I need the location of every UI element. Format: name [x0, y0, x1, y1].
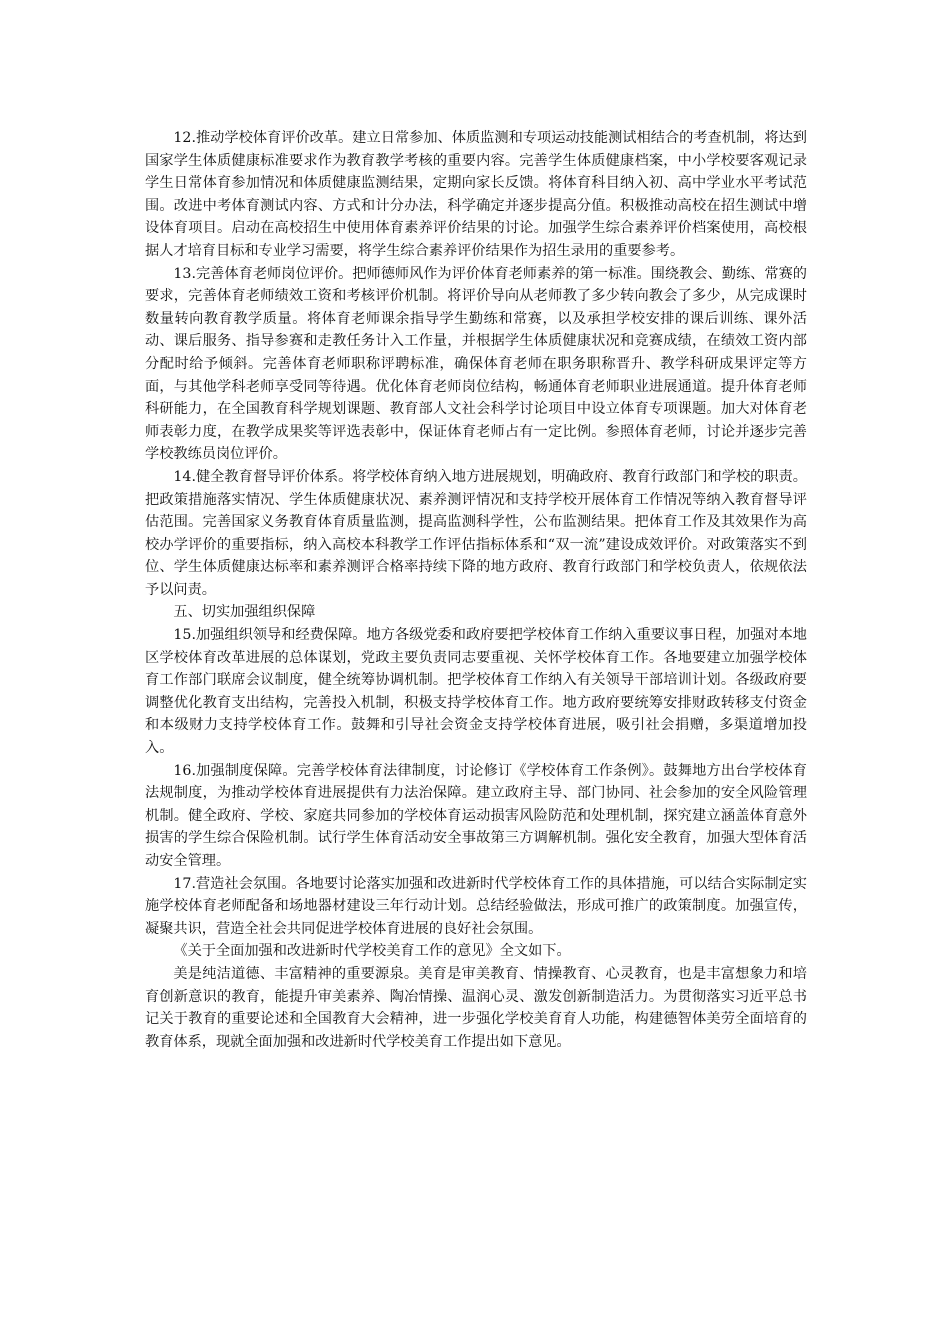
- paragraph-14-education-supervision: 14.健全教育督导评价体系。将学校体育纳入地方进展规划，明确政府、教育行政部门和学校的职责。把政策措施落实情况、学生体质健康状况、素养测评情况和支持学校开展体育工作情况等纳入教育督导评估范围。完善国家义务教育体育质量监测，提高监测科学性，公布监测结果。把体育工作及其效果作为高校办学评价的重要指标，纳入高校本科教学工作评估指标体系和“双一流”建设成效评价。对政策落实不到位、学生体质健康达标率和素养测评合格率持续下降的地方政府、教育行政部门和学校负责人，依规依法予以问责。: [145, 468, 807, 598]
- paragraph-aesthetic-education-intro: 《关于全面加强和改进新时代学校美育工作的意见》全文如下。: [173, 943, 571, 960]
- document-body: [145, 127, 807, 1053]
- paragraph-13-teacher-evaluation: 13.完善体育老师岗位评价。把师德师风作为评价体育老师素养的第一标准。围绕教会、勤练、常赛的要求，完善体育老师绩效工资和考核评价机制。将评价导向从老师教了多少转向教会了多少，从完成课时数量转向教育教学质量。将体育老师课余指导学生勤练和常赛，以及承担学校安排的课后训练、课外活动、课后服务、指导参赛和走教任务计入工作量，并根据学生体质健康状况和竞赛成绩，在绩效工资内部分配时给予倾斜。完善体育老师职称评聘标准，确保体育老师在职务职称晋升、教学科研成果评定等方面，与其他学科老师享受同等待遇。优化体育老师岗位结构，畅通体育老师职业进展通道。提升体育老师科研能力，在全国教育科学规划课题、教育部人文社会科学讨论项目中设立体育专项课题。加大对体育老师表彰力度，在教学成果奖等评选表彰中，保证体育老师占有一定比例。参照体育老师，讨论并逐步完善学校教练员岗位评价。: [145, 265, 807, 463]
- section-heading-organization-guarantee: 五、切实加强组织保障: [173, 604, 316, 621]
- paragraph-12-sports-evaluation-reform: 12.推动学校体育评价改革。建立日常参加、体质监测和专项运动技能测试相结合的考查机制，将达到国家学生体质健康标准要求作为教育教学考核的重要内容。完善学生体质健康档案，中小学校要客观记录学生日常体育参加情况和体质健康监测结果，定期向家长反馈。将体育科目纳入初、高中学业水平考试范围。改进中考体育测试内容、方式和计分办法，科学确定并逐步提高分值。积极推动高校在招生测试中增设体育项目。启动在高校招生中使用体育素养评价结果的讨论。加强学生综合素养评价档案使用，高校根据人才培育目标和专业学习需要，将学生综合素养评价结果作为招生录用的重要参考。: [145, 130, 807, 259]
- paragraph-15-leadership-funding: 15.加强组织领导和经费保障。地方各级党委和政府要把学校体育工作纳入重要议事日程，加强对本地区学校体育改革进展的总体谋划，党政主要负责同志要重视、关怀学校体育工作。各地要建立加强学校体育工作部门联席会议制度，健全统筹协调机制。把学校体育工作纳入有关领导干部培训计划。各级政府要调整优化教育支出结构，完善投入机制，积极支持学校体育工作。地方政府要统筹安排财政转移支付资金和本级财力支持学校体育工作。鼓舞和引导社会资金支持学校体育进展，吸引社会捐赠，多渠道增加投入。: [145, 627, 807, 757]
- paragraph-aesthetic-education-body: 美是纯洁道德、丰富精神的重要源泉。美育是审美教育、情操教育、心灵教育，也是丰富想象力和培育创新意识的教育，能提升审美素养、陶冶情操、温润心灵、激发创新制造活力。为贯彻落实习近平总书记关于教育的重要论述和全国教育大会精神，进一步强化学校美育育人功能，构建德智体美劳全面培育的教育体系，现就全面加强和改进新时代学校美育工作提出如下意见。: [145, 965, 807, 1050]
- paragraph-16-institutional-guarantee: 16.加强制度保障。完善学校体育法律制度，讨论修订《学校体育工作条例》。鼓舞地方出台学校体育法规制度，为推动学校体育进展提供有力法治保障。建立政府主导、部门协同、社会参加的安全风险管理机制。健全政府、学校、家庭共同参加的学校体育运动损害风险防范和处理机制，探究建立涵盖体育意外损害的学生综合保险机制。试行学生体育活动安全事故第三方调解机制。强化安全教育，加强大型体育活动安全管理。: [145, 762, 807, 869]
- paragraph-17-social-atmosphere: 17.营造社会氛围。各地要讨论落实加强和改进新时代学校体育工作的具体措施，可以结合实际制定实施学校体育老师配备和场地器材建设三年行动计划。总结经验做法，形成可推广的政策制度。加强宣传，凝聚共识，营造全社会共同促进学校体育进展的良好社会氛围。: [145, 875, 807, 937]
